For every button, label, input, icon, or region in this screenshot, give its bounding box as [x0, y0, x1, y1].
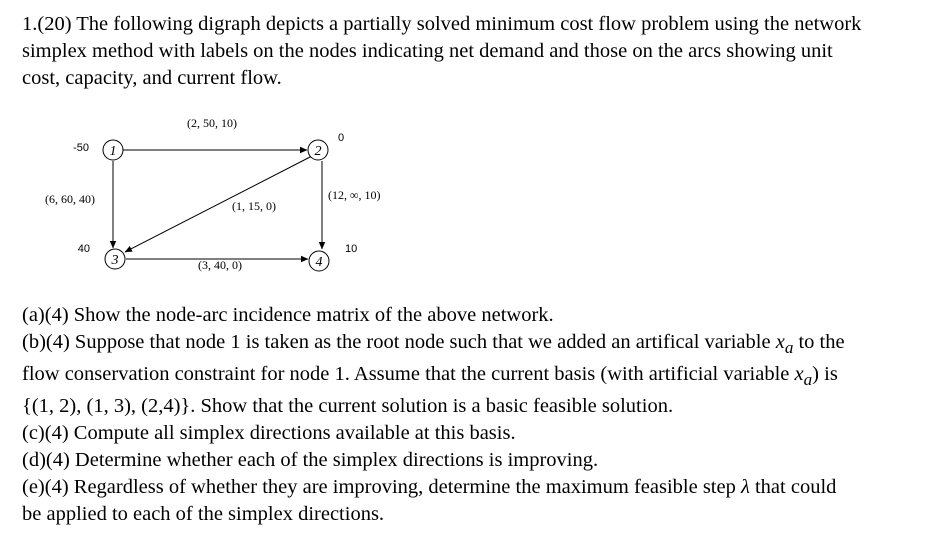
intro-line: simplex method with labels on the nodes indicating net demand and those on the arcs showing unit [22, 40, 833, 62]
arc-2-3 [125, 156, 312, 252]
node-4 [309, 251, 329, 271]
node-id: 2 [314, 144, 322, 159]
intro-line: 1.(20) The following digraph depicts a partially solved minimum cost flow problem using the network [22, 13, 862, 35]
node-id: 3 [111, 253, 119, 268]
node-3 [105, 249, 125, 269]
node-4-demand: 10 [345, 243, 358, 255]
node-id: 4 [315, 255, 323, 270]
part-d: (d)(4) Determine whether each of the simplex directions is improving. [22, 449, 599, 472]
node-2 [308, 140, 328, 160]
part-e-line-1: (e)(4) Regardless of whether they are improving, determine the maximum feasible step λ that could [22, 476, 837, 499]
artificial-variable: x [794, 363, 804, 386]
arc-1-3-label: (6, 60, 40) [45, 192, 95, 206]
node-1 [103, 140, 123, 160]
arc-2-3-label: (1, 15, 0) [232, 199, 276, 213]
artificial-variable: x [775, 331, 785, 353]
part-e-line-2: be applied to each of the simplex directions. [22, 503, 385, 526]
arc-1-2-label: (2, 50, 10) [187, 116, 237, 130]
part-a: (a)(4) Show the node-arc incidence matrix of the above network. [22, 304, 554, 326]
part-c: (c)(4) Compute all simplex directions available at this basis. [22, 422, 516, 445]
node-id: 1 [109, 144, 117, 159]
node-2-demand: 0 [338, 132, 345, 144]
part-b-line-2: flow conservation constraint for node 1. Assume that the current basis (with artificial variable $x_a$) is [22, 363, 838, 390]
step-lambda: λ [740, 476, 750, 499]
part-b-line-1: (b)(4) Suppose that node 1 is taken as the root node such that we added an artifical variable $x_a$ to the [22, 331, 845, 358]
node-3-demand: 40 [77, 243, 90, 255]
part-b-line-3: {(1, 2), (1, 3), (2,4)}. Show that the current solution is a basic feasible solution. [22, 395, 674, 418]
arc-3-4-label: (3, 40, 0) [198, 258, 242, 272]
node-1-demand: -50 [73, 142, 89, 154]
intro-line: cost, capacity, and current flow. [22, 67, 282, 89]
arc-2-4-label: (12, ∞, 10) [328, 188, 381, 202]
problem-parts [22, 302, 845, 528]
